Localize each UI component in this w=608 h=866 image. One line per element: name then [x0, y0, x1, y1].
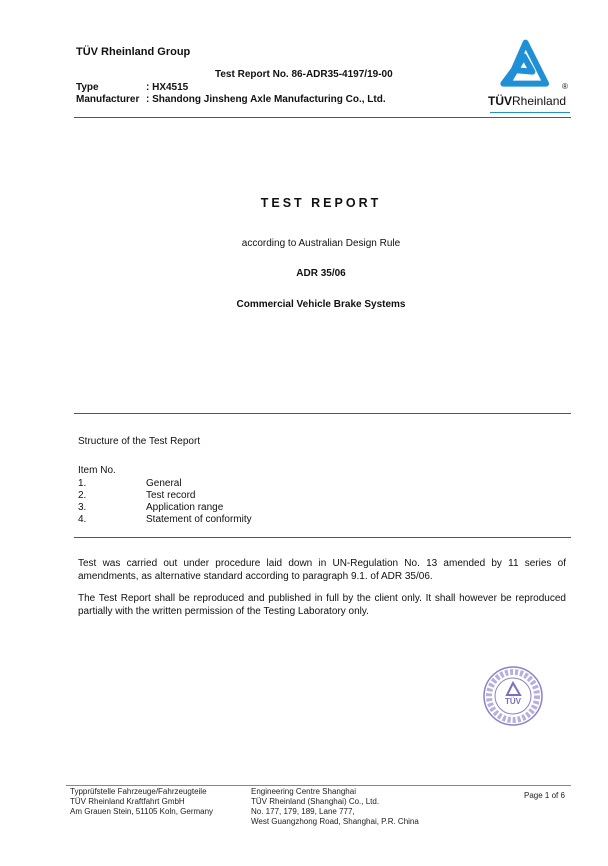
divider-top: [74, 413, 571, 414]
footer-left: [70, 787, 213, 817]
rule-text: ADR 35/06: [296, 268, 346, 279]
group-name: TÜV Rheinland Group: [76, 46, 191, 58]
list-item: [78, 478, 338, 490]
item-number: 4.: [78, 514, 87, 525]
tuv-triangle-icon: [488, 38, 558, 90]
footer-middle-line: TÜV Rheinland (Shanghai) Co., Ltd.: [251, 797, 380, 806]
footer-middle: [251, 787, 419, 827]
report-title: TEST REPORT: [260, 196, 382, 210]
structure-heading: Structure of the Test Report: [78, 436, 201, 447]
list-item: [78, 502, 338, 514]
item-label: Statement of conformity: [146, 514, 252, 525]
footer-middle-line: West Guangzhong Road, Shanghai, P.R. China: [251, 817, 419, 826]
item-number: 2.: [78, 490, 87, 501]
page-number: Page 1 of 6: [524, 791, 565, 800]
type-value: : HX4515: [146, 82, 189, 93]
registered-mark: ®: [562, 82, 568, 91]
manufacturer-label: Manufacturer: [76, 94, 140, 105]
divider-bottom: [74, 537, 571, 538]
item-number: 1.: [78, 478, 87, 489]
item-label: General: [146, 478, 182, 489]
tuv-logo: [488, 38, 572, 118]
logo-tuv: TÜV: [488, 94, 512, 108]
footer-left-line: Typprüfstelle Fahrzeuge/Fahrzeugteile: [70, 787, 207, 796]
footer-divider: [66, 785, 571, 786]
list-item: [78, 490, 338, 502]
footer-left-line: Am Grauen Stein, 51105 Koln, Germany: [70, 807, 214, 816]
type-label: Type: [76, 82, 99, 93]
seal-text: TÜV: [505, 697, 521, 706]
structure-list: [78, 478, 338, 526]
logo-rheinland: Rheinland: [512, 94, 567, 108]
logo-underline: [490, 112, 570, 113]
item-label: Test record: [146, 490, 196, 501]
footer-middle-line: Engineering Centre Shanghai: [251, 787, 356, 796]
footer-middle-line: No. 177, 179, 189, Lane 777,: [251, 807, 355, 816]
header-divider: [74, 117, 571, 118]
item-number: 3.: [78, 502, 87, 513]
procedure-paragraph: Test was carried out under procedure laid down in UN-Regulation No. 13 amended by 11 series of amendments, as alternative standard according to paragraph 9.1. of ADR 35/06.: [78, 558, 566, 582]
report-number: Test Report No. 86-ADR35-4197/19-00: [215, 69, 393, 80]
reproduction-paragraph: The Test Report shall be reproduced and published in full by the client only. It shall however be reproduced partially with the written permission of the Testing Laboratory only.: [78, 593, 566, 617]
company-seal: [482, 665, 544, 727]
item-header: Item No.: [78, 465, 116, 476]
footer-left-line: TÜV Rheinland Kraftfahrt GmbH: [70, 797, 185, 806]
manufacturer-value: : Shandong Jinsheng Axle Manufacturing Co., Ltd.: [146, 94, 386, 105]
subject-text: Commercial Vehicle Brake Systems: [236, 299, 406, 310]
item-label: Application range: [146, 502, 224, 513]
list-item: [78, 514, 338, 526]
according-text: according to Australian Design Rule: [241, 238, 401, 249]
seal-icon: [482, 665, 544, 727]
